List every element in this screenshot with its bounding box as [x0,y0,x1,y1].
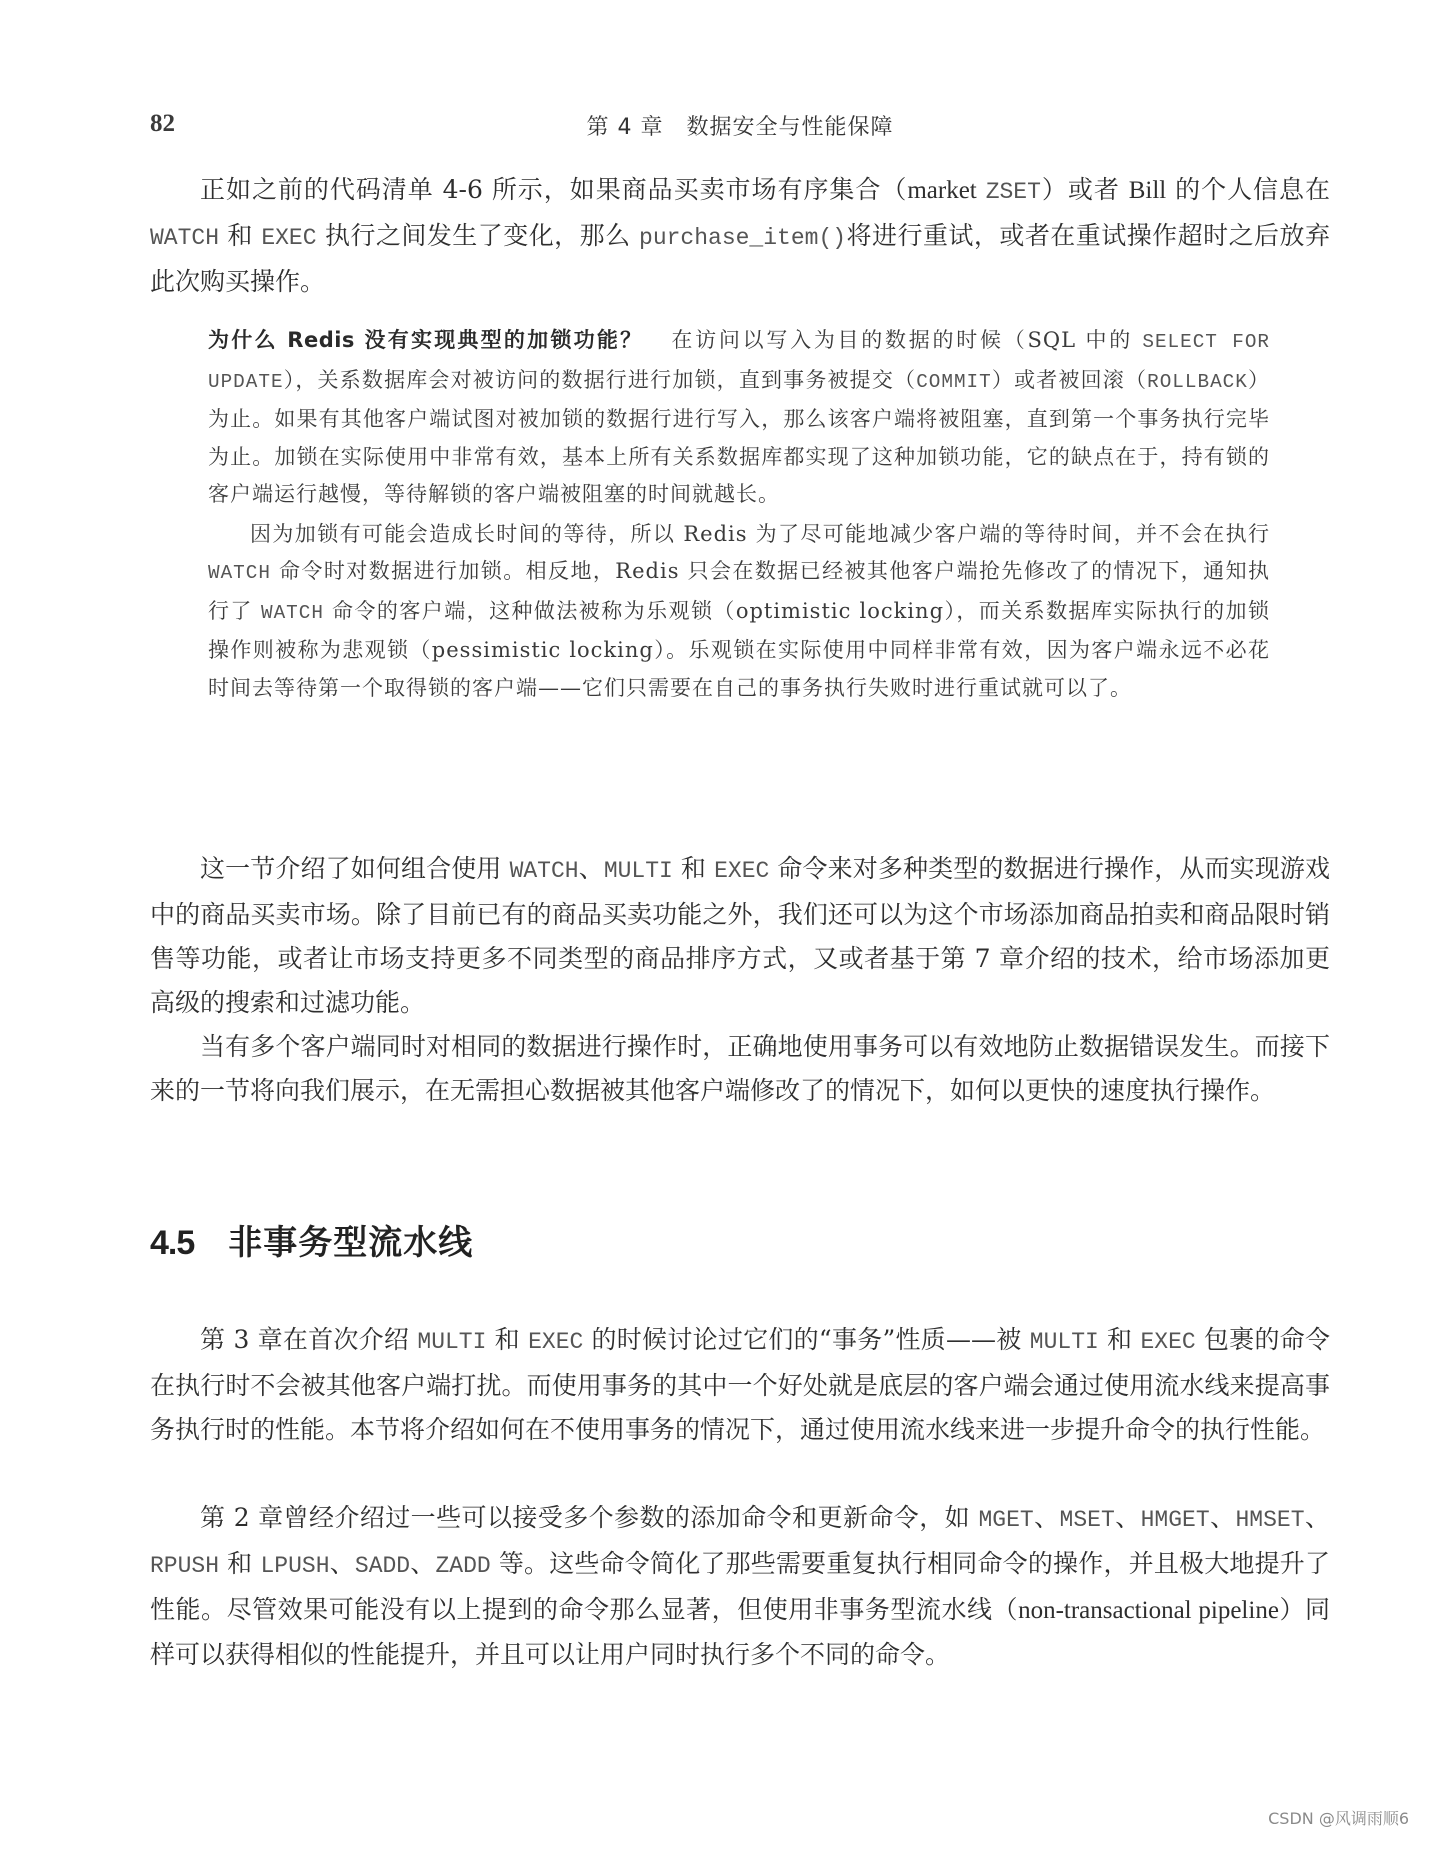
section-number: 4.5 [150,1224,195,1262]
running-header [150,110,1330,146]
paragraph-multi-commands: 第 2 章曾经介绍过一些可以接受多个参数的添加命令和更新命令，如 MGET、MSET、HMGET、HMSET、RPUSH 和 LPUSH、SADD、ZADD 等。这些命令简化了那些需要重复执行相同命令的操作，并且极大地提升了性能。尽管效果可能没有以上提到的命令那么显著，但使用非事务型流水线（non-transactional pipeline）同样可以获得相似的性能提升，并且可以让用户同时执行多个不同的命令。 [150,1503,1330,1669]
section-heading [150,1215,473,1264]
page-number: 82 [150,110,175,137]
chapter-title: 第 4 章 数据安全与性能保障 [586,115,894,140]
paragraph-summary: 这一节介绍了如何组合使用 WATCH、MULTI 和 EXEC 命令来对多种类型的数据进行操作，从而实现游戏中的商品买卖市场。除了目前已有的商品买卖功能之外，我们还可以为这个市场添加商品拍卖和商品限时销售等功能，或者让市场支持更多不同类型的商品排序方式，又或者基于第 7 章介绍的技术，给市场添加更高级的搜索和过滤功能。 [150,854,1330,1017]
sidebar-title: 为什么 Redis 没有实现典型的加锁功能？ [208,328,644,352]
sidebar-paragraph-1: 为什么 Redis 没有实现典型的加锁功能？ 在访问以写入为目的数据的时候（SQL 中的 SELECT FOR UPDATE），关系数据库会对被访问的数据行进行加锁，直到事务被提交（COMMIT）或者被回滚（ROLLBACK）为止。如果有其他客户端试图对被加锁的数据行进行写入，那么该客户端将被阻塞，直到第一个事务执行完毕为止。加锁在实际使用中非常有效，基本上所有关系数据库都实现了这种加锁功能，它的缺点在于，持有锁的客户端运行越慢，等待解锁的客户端被阻塞的时间就越长。 [208,328,1271,506]
sidebar-note-box [208,322,1270,707]
section-title: 非事务型流水线 [228,1223,474,1263]
paragraph-transition: 当有多个客户端同时对相同的数据进行操作时，正确地使用事务可以有效地防止数据错误发生。而接下来的一节将向我们展示，在无需担心数据被其他客户端修改了的情况下，如何以更快的速度执行操作。 [150,1032,1330,1105]
csdn-watermark: CSDN @风调雨顺6 [1268,1809,1409,1828]
paragraph-pipeline-intro: 第 3 章在首次介绍 MULTI 和 EXEC 的时候讨论过它们的“事务”性质——被 MULTI 和 EXEC 包裹的命令在执行时不会被其他客户端打扰。而使用事务的其中一个好处就是底层的客户端会通过使用流水线来提高事务执行时的性能。本节将介绍如何在不使用事务的情况下，通过使用流水线来进一步提升命令的执行性能。 [150,1325,1330,1444]
paragraph-intro: 正如之前的代码清单 4-6 所示，如果商品买卖市场有序集合（market ZSET）或者 Bill 的个人信息在 WATCH 和 EXEC 执行之间发生了变化，那么 purchase_item()将进行重试，或者在重试操作超时之后放弃此次购买操作。 [150,175,1330,296]
sidebar-paragraph-2: 因为加锁有可能会造成长时间的等待，所以 Redis 为了尽可能地减少客户端的等待时间，并不会在执行 WATCH 命令时对数据进行加锁。相反地，Redis 只会在数据已经被其他客户端抢先修改了的情况下，通知执行了 WATCH 命令的客户端，这种做法被称为乐观锁（optimistic locking），而关系数据库实际执行的加锁操作则被称为悲观锁（pessimistic locking）。乐观锁在实际使用中同样非常有效，因为客户端永远不必花时间去等待第一个取得锁的客户端——它们只需要在自己的事务执行失败时进行重试就可以了。 [208,521,1270,700]
